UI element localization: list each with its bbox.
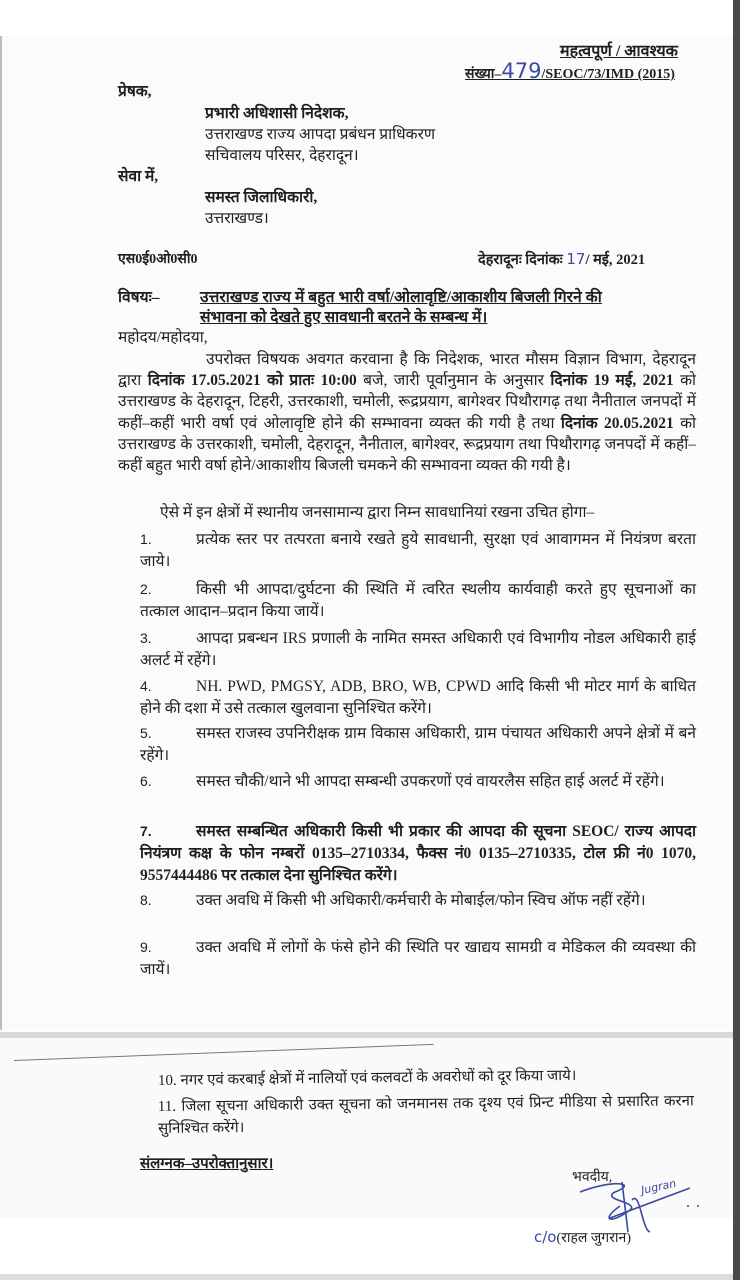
- ref-suffix: /SEOC/73/IMD (2015): [541, 67, 675, 82]
- body-text: को उत्तराखण्ड के देहरादून, टिहरी, उत्तरकाशी, चमोली, रूद्रप्रयाग, बागेश्वर पिथौरागढ़ तथा नैनीताल जनपदों में कहीं–कहीं भारी वर्षा एवं ओलावृष्टि होने की सम्भावना व्यक्त की गयी है तथा: [118, 372, 697, 432]
- body-text: उपरोक्त विषयक अवगत करवाना है कि निदेशक, भारत मौसम विज्ञान विभाग, देहरादून द्वारा: [118, 351, 696, 390]
- list-item: [140, 579, 696, 623]
- item-number: 11.: [157, 1098, 177, 1116]
- item-text: NH. PWD, PMGSY, ADB, BRO, WB, CPWD आदि किसी भी मोटर मार्ग के बाधित होने की दशा में उसे तत्काल खुलवाना सुनिश्चित करेंगे।: [140, 678, 696, 717]
- signatory-name-text: (राहल जुगरान): [556, 1231, 631, 1246]
- date-handwritten-day: 17: [566, 250, 586, 268]
- item-number: 3.: [140, 630, 152, 646]
- enclosure-note: संलग्नक–उपरोक्तानुसार।: [140, 1156, 274, 1172]
- item-text: समस्त चौकी/थाने भी आपदा सम्बन्धी उपकरणों एवं वायरलैस सहित हाई अलर्ट में रहेंगे।: [196, 773, 665, 790]
- list-item: [140, 723, 696, 767]
- item-text: जिला सूचना अधिकारी उक्त सूचना को जनमानस तक दृश्य एवं प्रिन्ट मीडिया से प्रसारित करना सुनिश्चित करेंगे।: [158, 1093, 694, 1137]
- item-number: 7.: [140, 823, 152, 839]
- item-text: आपदा प्रबन्धन IRS प्रणाली के नामित समस्त अधिकारी एवं विभागीय नोडल अधिकारी हाई अलर्ट में रहेंगे।: [140, 630, 696, 669]
- subject-line-2: संभावना को देखते हुए सावधानी बरतने के सम्बन्ध में।: [200, 309, 488, 326]
- list-item: [140, 628, 696, 672]
- priority-label: महत्वपूर्ण / आवश्यक: [560, 43, 678, 60]
- body-paragraph-2: ऐसे में इन क्षेत्रों में स्थानीय जनसामान्य द्वारा निम्न सावधानियां रखना उचित होगा–: [160, 504, 595, 521]
- item-number: 5.: [140, 725, 152, 741]
- subject-label: विषयः–: [118, 289, 160, 306]
- item-number: 6.: [140, 773, 152, 789]
- item-text: किसी भी आपदा/दुर्घटना की स्थिति में त्वरित स्थलीय कार्यवाही करते हुए सूचनाओं का तत्काल आदान–प्रदान किया जायें।: [140, 581, 696, 620]
- letter-date: [478, 250, 645, 270]
- subject-line-1: उत्तराखण्ड राज्य में बहुत भारी वर्षा/ओलावृष्टि/आकाशीय बिजली गिरने की: [200, 289, 602, 306]
- list-item: [158, 1090, 694, 1140]
- list-item-emergency-contacts: [140, 821, 696, 887]
- item-text: नगर एवं करबाई क्षेत्रों में नालियों एवं कलवटों के अवरोधों को दूर किया जाये।: [180, 1067, 577, 1089]
- body-bold-date-20: दिनांक 20.05.2021: [560, 414, 674, 432]
- list-item: [140, 529, 696, 573]
- item-text: समस्त राजस्व उपनिरीक्षक ग्राम विकास अधिकारी, ग्राम पंचायत अधिकारी अपने क्षेत्रों में बने रहेंगे।: [140, 725, 696, 764]
- body-bold-date-19: दिनांक 19 मई, 2021: [550, 372, 674, 390]
- sender-org: उत्तराखण्ड राज्य आपदा प्रबंधन प्राधिकरण: [205, 126, 436, 143]
- on-behalf-handwritten: c/o: [534, 1228, 557, 1246]
- item-text: प्रत्येक स्तर पर तत्परता बनाये रखते हुये सावधानी, सुरक्षा एवं आवागमन में नियंत्रण बरता जाये।: [140, 531, 696, 570]
- body-bold-date-issue: दिनांक 17.05.2021 को प्रातः 10:00: [147, 372, 357, 390]
- list-item: [140, 937, 696, 981]
- ref-handwritten-number: 479: [501, 59, 542, 83]
- recipient-title: समस्त जिलाधिकारी,: [205, 189, 318, 206]
- item-text: उक्त अवधि में किसी भी अधिकारी/कर्मचारी के मोबाईल/फोन स्विच ऑफ नहीं रहेंगे।: [196, 892, 646, 909]
- item-number: 1.: [140, 531, 152, 547]
- body-text: को उत्तराखण्ड के उत्तरकाशी, चमोली, देहरादून, नैनीताल, बागेश्वर, रूद्रप्रयाग तथा पिथौरागढ़ जनपदों में कहीं–कहीं बहुत भारी वर्षा होने/आकाशीय बिजली चमकने की सम्भावना व्यक्त की गयी है।: [118, 414, 696, 475]
- sender-title: प्रभारी अधिशासी निदेशक,: [205, 105, 349, 122]
- reference-number: [465, 59, 675, 84]
- office-code: एस0ई0ओ0सी0: [118, 252, 198, 267]
- body-text: बजे, जारी पूर्वानुमान के अनुसार: [356, 372, 551, 390]
- list-item: [140, 890, 696, 912]
- recipient-place: उत्तराखण्ड।: [205, 210, 269, 227]
- sender-address: सचिवालय परिसर, देहरादून।: [205, 147, 359, 164]
- list-item: [140, 771, 696, 793]
- date-prefix: देहरादूनः दिनांकः: [478, 252, 563, 268]
- ref-prefix: संख्या–: [465, 67, 502, 82]
- item-number: 9.: [140, 939, 152, 955]
- salutation: महोदय/महोदया,: [118, 329, 208, 346]
- item-number: 8.: [140, 892, 152, 908]
- date-rest: / मई, 2021: [585, 252, 646, 268]
- item-text: समस्त सम्बन्धित अधिकारी किसी भी प्रकार की आपदा की सूचना SEOC/ राज्य आपदा नियंत्रण कक्ष के फोन नम्बरों 0135–2710334, फैक्स नं0 0135–2710335, टोल फ्री नं0 1070, 9557444486 पर तत्काल देना सुनिश्चित करेंगे।: [140, 823, 696, 884]
- item-text: उक्त अवधि में लोगों के फंसे होने की स्थिति पर खाद्यय सामग्री व मेडिकल की व्यवस्था की जायें।: [140, 939, 696, 978]
- sender-label: प्रेषक,: [118, 83, 152, 100]
- body-paragraph-1: [118, 349, 696, 476]
- signatory-name: [534, 1228, 631, 1248]
- page-separator-bottom: [0, 1274, 733, 1280]
- list-item: [140, 676, 696, 720]
- recipient-label: सेवा में,: [118, 168, 159, 185]
- item-number: 4.: [140, 678, 152, 694]
- item-number: 10.: [157, 1072, 177, 1089]
- scan-edge: [733, 0, 740, 1280]
- valediction: भवदीय,: [572, 1170, 613, 1185]
- item-number: 2.: [140, 581, 152, 597]
- signature-text: Jugran: [639, 1176, 678, 1197]
